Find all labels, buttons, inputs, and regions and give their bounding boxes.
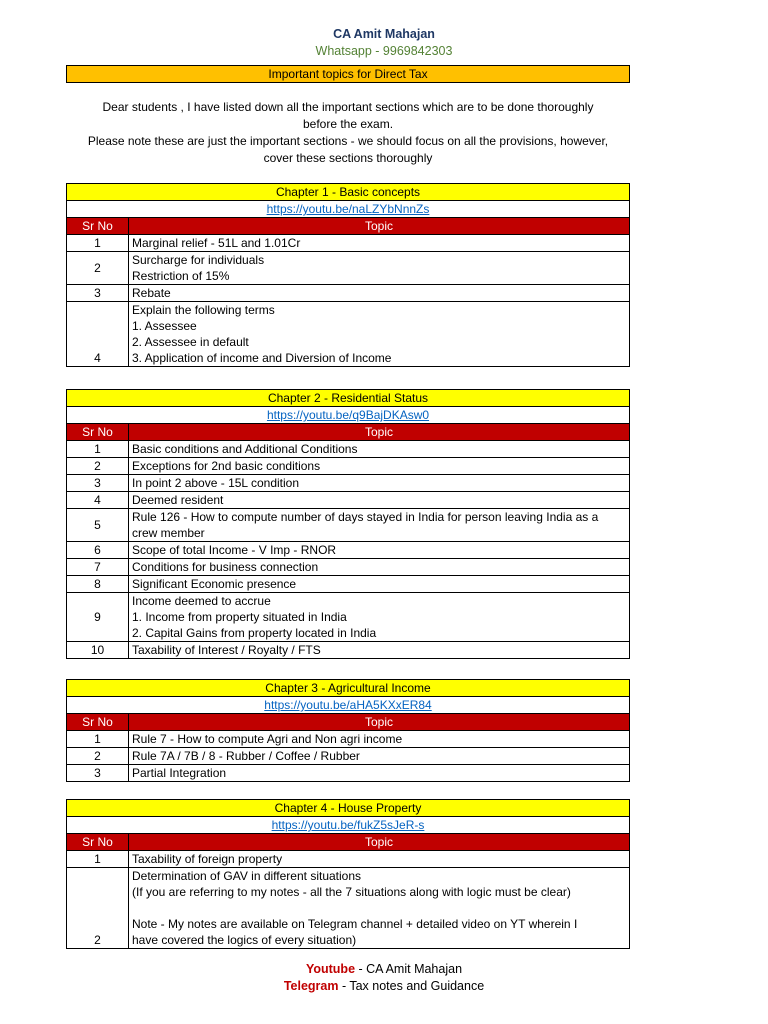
sr-number: 4 <box>67 492 129 509</box>
footer-youtube <box>0 962 768 976</box>
topic-text: In point 2 above - 15L condition <box>129 475 630 492</box>
sr-number: 3 <box>67 765 129 782</box>
table-row <box>67 441 630 458</box>
column-header-topic: Topic <box>129 218 630 235</box>
table-row <box>67 302 630 367</box>
topic-text: Rule 126 - How to compute number of days stayed in India for person leaving India as a crew member <box>129 509 630 542</box>
table-row <box>67 576 630 593</box>
sr-number: 5 <box>67 509 129 542</box>
table-row <box>67 492 630 509</box>
topic-text: Scope of total Income - V Imp - RNOR <box>129 542 630 559</box>
sr-number: 9 <box>67 593 129 642</box>
chapter-video-link[interactable]: https://youtu.be/naLZYbNnnZs <box>266 202 430 216</box>
column-header-sr: Sr No <box>67 714 129 731</box>
topic-text: Basic conditions and Additional Conditions <box>129 441 630 458</box>
sr-number: 2 <box>67 748 129 765</box>
author-name: CA Amit Mahajan <box>333 27 435 41</box>
sr-number: 1 <box>67 731 129 748</box>
column-header-topic: Topic <box>129 424 630 441</box>
table-row <box>67 851 630 868</box>
intro-line: cover these sections thoroughly <box>263 151 433 165</box>
column-header-topic: Topic <box>129 834 630 851</box>
table-row <box>67 868 630 949</box>
table-row <box>67 748 630 765</box>
topic-text: Rebate <box>129 285 630 302</box>
sr-number: 8 <box>67 576 129 593</box>
table-row <box>67 285 630 302</box>
chapter-table <box>66 389 630 659</box>
chapter-link-cell <box>67 201 630 218</box>
table-row <box>67 593 630 642</box>
sr-number: 7 <box>67 559 129 576</box>
chapter-title: Chapter 3 - Agricultural Income <box>67 680 630 697</box>
sr-number: 4 <box>67 302 129 367</box>
chapter-video-link[interactable]: https://youtu.be/fukZ5sJeR-s <box>271 818 425 832</box>
table-row <box>67 475 630 492</box>
sr-number: 2 <box>67 252 129 285</box>
topic-text: Partial Integration <box>129 765 630 782</box>
chapter-table <box>66 183 630 367</box>
column-header-sr: Sr No <box>67 424 129 441</box>
footer-telegram <box>0 979 768 993</box>
sr-number: 1 <box>67 235 129 252</box>
topic-text: Taxability of Interest / Royalty / FTS <box>129 642 630 659</box>
chapter-table <box>66 679 630 782</box>
topic-text: Income deemed to accrue 1. Income from property situated in India 2. Capital Gains from property located in India <box>129 593 630 642</box>
chapter-video-link[interactable]: https://youtu.be/q9BajDKAsw0 <box>266 408 430 422</box>
topic-text: Conditions for business connection <box>129 559 630 576</box>
chapter-table <box>66 799 630 949</box>
table-row <box>67 559 630 576</box>
page-title-banner: Important topics for Direct Tax <box>66 65 630 83</box>
sr-number: 1 <box>67 851 129 868</box>
sr-number: 2 <box>67 868 129 949</box>
column-header-topic: Topic <box>129 714 630 731</box>
youtube-label: Youtube <box>305 962 356 976</box>
column-header-sr: Sr No <box>67 218 129 235</box>
telegram-text: - Tax notes and Guidance <box>338 979 485 993</box>
table-row <box>67 731 630 748</box>
youtube-text: - CA Amit Mahajan <box>355 962 463 976</box>
sr-number: 3 <box>67 475 129 492</box>
intro-line: Please note these are just the important sections - we should focus on all the provisions, however, <box>87 134 609 148</box>
sr-number: 6 <box>67 542 129 559</box>
chapter-title: Chapter 4 - House Property <box>67 800 630 817</box>
sr-number: 2 <box>67 458 129 475</box>
column-header-sr: Sr No <box>67 834 129 851</box>
table-row <box>67 642 630 659</box>
topic-text: Rule 7 - How to compute Agri and Non agri income <box>129 731 630 748</box>
table-row <box>67 542 630 559</box>
telegram-label: Telegram <box>283 979 339 993</box>
table-row <box>67 235 630 252</box>
chapter-title: Chapter 2 - Residential Status <box>67 390 630 407</box>
chapter-video-link[interactable]: https://youtu.be/aHA5KXxER84 <box>264 698 432 712</box>
topic-text: Taxability of foreign property <box>129 851 630 868</box>
chapter-link-cell <box>67 697 630 714</box>
topic-text: Marginal relief - 51L and 1.01Cr <box>129 235 630 252</box>
topic-text: Exceptions for 2nd basic conditions <box>129 458 630 475</box>
table-row <box>67 458 630 475</box>
intro-line: Dear students , I have listed down all the important sections which are to be done thoroughly <box>102 100 594 114</box>
sr-number: 1 <box>67 441 129 458</box>
table-row <box>67 252 630 285</box>
chapter-link-cell <box>67 817 630 834</box>
intro-line: before the exam. <box>302 117 394 131</box>
chapter-title: Chapter 1 - Basic concepts <box>67 184 630 201</box>
table-row <box>67 509 630 542</box>
topic-text: Significant Economic presence <box>129 576 630 593</box>
topic-text: Rule 7A / 7B / 8 - Rubber / Coffee / Rubber <box>129 748 630 765</box>
chapter-link-cell <box>67 407 630 424</box>
topic-text: Surcharge for individuals Restriction of 15% <box>129 252 630 285</box>
sr-number: 10 <box>67 642 129 659</box>
topic-text: Explain the following terms 1. Assessee 2. Assessee in default 3. Application of income and Diversion of Income <box>129 302 630 367</box>
topic-text: Deemed resident <box>129 492 630 509</box>
table-row <box>67 765 630 782</box>
topic-text: Determination of GAV in different situations (If you are referring to my notes - all the 7 situations along with logic must be clear) Note - My notes are available on Telegram channel + detailed video on YT wherein I have covered the logics of every situation) <box>129 868 630 949</box>
intro-paragraph <box>66 99 630 167</box>
sr-number: 3 <box>67 285 129 302</box>
whatsapp-contact: Whatsapp - 9969842303 <box>315 44 453 58</box>
